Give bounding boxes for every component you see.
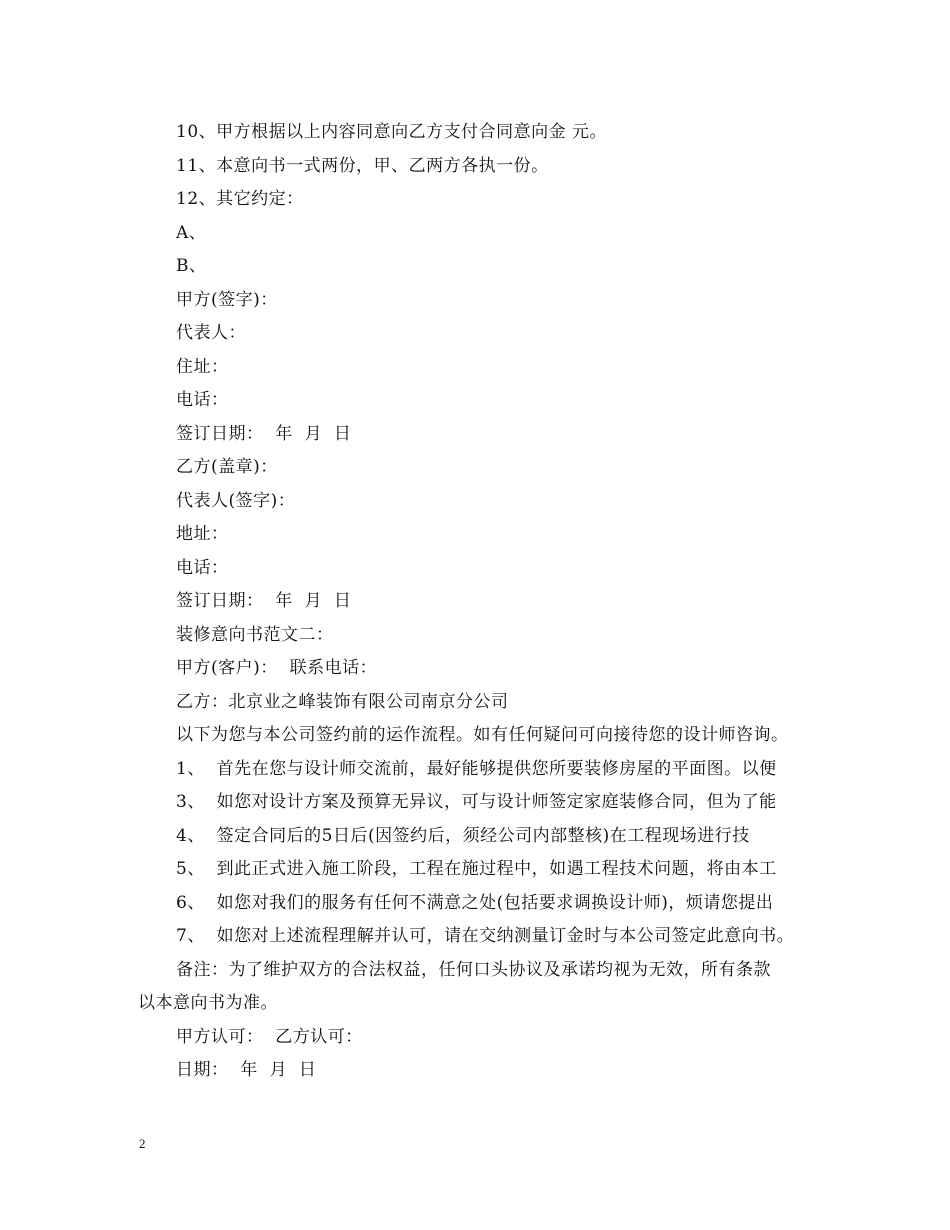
other-term-b: B、: [176, 256, 207, 276]
document-body: [0, 116, 950, 1088]
approval-line: 甲方认可： 乙方认可：: [176, 1026, 363, 1047]
party-a-signature: 甲方(签字)：: [176, 289, 278, 310]
party-a-address: 住址：: [176, 356, 229, 377]
party-a-representative: 代表人：: [176, 323, 246, 343]
process-step-6: 6、 如您对我们的服务有任何不满意之处(包括要求调换设计师)，烦请您提出: [176, 892, 774, 913]
process-step-5: 5、 到此正式进入施工阶段，工程在施过程中，如遇工程技术问题，将由本工: [176, 859, 777, 879]
party-a-sign-date: 签订日期： 年 月 日: [176, 423, 352, 444]
process-intro: 以下为您与本公司签约前的运作流程。如有任何疑问可向接待您的设计师咨询。: [176, 725, 789, 745]
party-b-representative: 代表人(签字)：: [176, 490, 296, 511]
process-step-7: 7、 如您对上述流程理解并认可，请在交纳测量订金时与本公司签定此意向书。: [176, 926, 795, 946]
clause-10: 10、甲方根据以上内容同意向乙方支付合同意向金 元。: [176, 122, 608, 142]
remarks-continued: 以本意向书为准。: [138, 993, 278, 1013]
party-a-phone: 电话：: [176, 390, 229, 410]
party-b-phone: 电话：: [176, 557, 229, 578]
process-step-3: 3、 如您对设计方案及预算无异议，可与设计师签定家庭装修合同，但为了能: [176, 792, 777, 812]
process-step-4: 4、 签定合同后的5日后(因签约后，须经公司内部整核)在工程现场进行技: [176, 825, 750, 846]
process-step-1: 1、 首先在您与设计师交流前，最好能够提供您所要装修房屋的平面图。以便: [176, 758, 777, 779]
clause-12: 12、其它约定：: [176, 189, 304, 209]
remarks: 备注：为了维护双方的合法权益，任何口头协议及承诺均视为无效，所有条款: [176, 959, 771, 980]
party-b-seal: 乙方(盖章)：: [176, 457, 278, 477]
party-b-sign-date: 签订日期： 年 月 日: [176, 591, 352, 611]
party-b-company: 乙方：北京业之峰装饰有限公司南京分公司: [176, 691, 509, 712]
page-number: 2: [139, 1136, 146, 1151]
party-a-client: 甲方(客户)： 联系电话：: [176, 658, 378, 678]
other-term-a: A、: [176, 222, 207, 243]
party-b-address: 地址：: [176, 524, 229, 544]
final-date-line: 日期： 年 月 日: [176, 1060, 317, 1080]
clause-11: 11、本意向书一式两份，甲、乙两方各执一份。: [176, 155, 549, 176]
sample-two-heading: 装修意向书范文二：: [176, 624, 334, 645]
